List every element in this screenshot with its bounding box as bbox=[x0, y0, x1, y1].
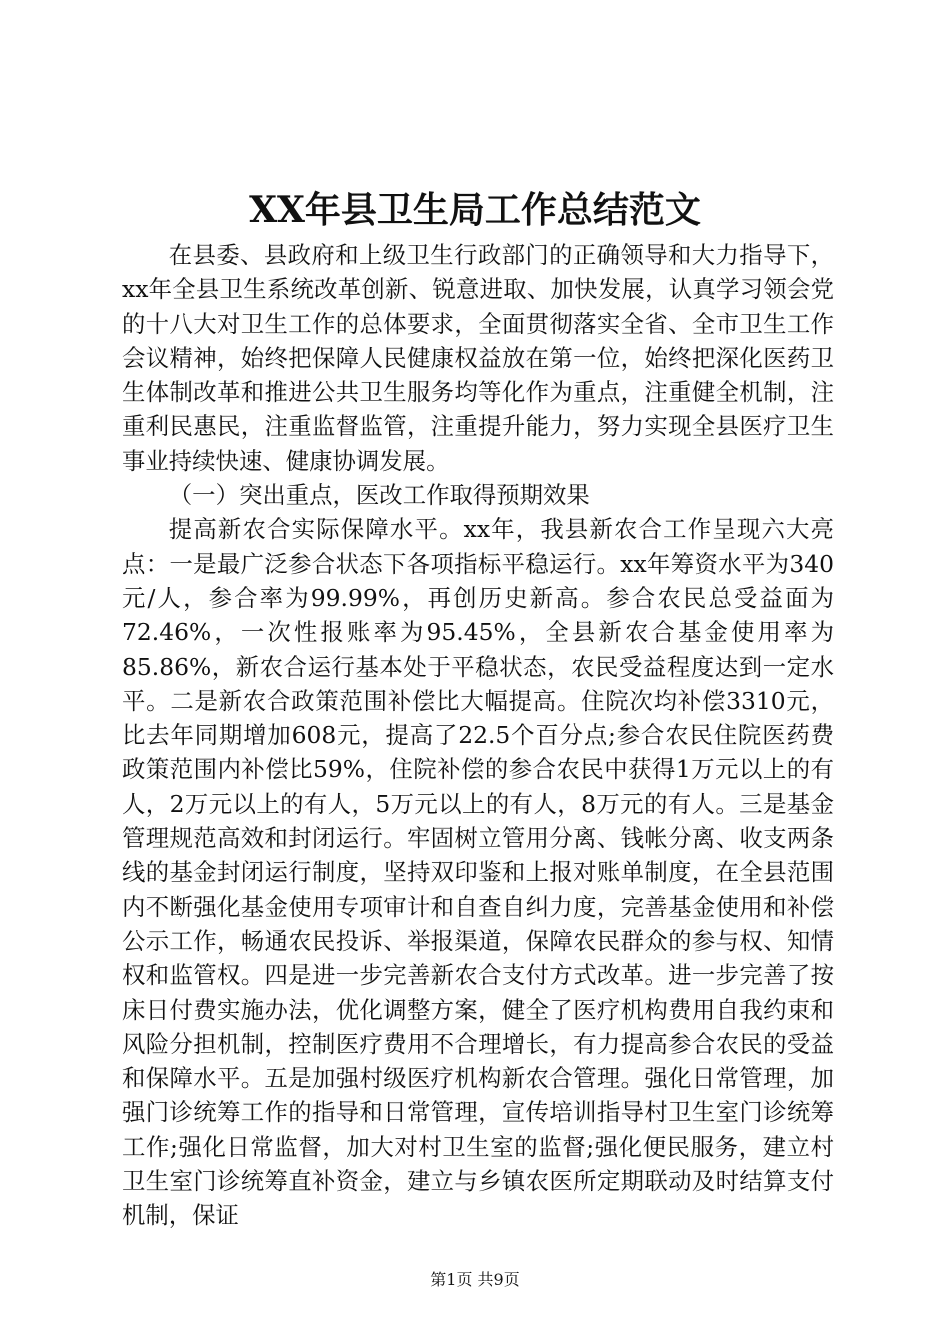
intro-paragraph: 在县委、县政府和上级卫生行政部门的正确领导和大力指导下，xx年全县卫生系统改革创新、锐意进取、加快发展，认真学习领会党的十八大对卫生工作的总体要求，全面贯彻落实全省、全市卫生工作会议精神，始终把保障人民健康权益放在第一位，始终把深化医药卫生体制改革和推进公共卫生服务均等化作为重点，注重健全机制，注重利民惠民，注重监督监管，注重提升能力，努力实现全县医疗卫生事业持续快速、健康协调发展。 bbox=[122, 241, 834, 475]
body-paragraph: 提高新农合实际保障水平。xx年，我县新农合工作呈现六大亮点：一是最广泛参合状态下各项指标平稳运行。xx年筹资水平为340元/人，参合率为99.99%，再创历史新高。参合农民总受益面为72.46%，一次性报账率为95.45%，全县新农合基金使用率为85.86%，新农合运行基本处于平稳状态，农民受益程度达到一定水平。二是新农合政策范围补偿比大幅提高。住院次均补偿3310元，比去年同期增加608元，提高了22.5个百分点;参合农民住院医药费政策范围内补偿比59%，住院补偿的参合农民中获得1万元以上的有人，2万元以上的有人，5万元以上的有人，8万元的有人。三是基金管理规范高效和封闭运行。牢固树立管用分离、钱帐分离、收支两条线的基金封闭运行制度，坚持双印鉴和上报对账单制度，在全县范围内不断强化基金使用专项审计和自查自纠力度，完善基金使用和补偿公示工作，畅通农民投诉、举报渠道，保障农民群众的参与权、知情权和监管权。四是进一步完善新农合支付方式改革。进一步完善了按床日付费实施办法，优化调整方案，健全了医疗机构费用自我约束和风险分担机制，控制医疗费用不合理增长，有力提高参合农民的受益和保障水平。五是加强村级医疗机构新农合管理。强化日常管理，加强门诊统筹工作的指导和日常管理，宣传培训指导村卫生室门诊统筹工作;强化日常监督，加大对村卫生室的监督;强化便民服务，建立村卫生室门诊统筹直补资金，建立与乡镇农医所定期联动及时结算支付机制，保证 bbox=[122, 515, 834, 1230]
document-body bbox=[122, 238, 834, 1233]
section-heading: （一）突出重点，医改工作取得预期效果 bbox=[168, 481, 590, 510]
page-footer: 第1页 共9页 bbox=[430, 1270, 520, 1289]
page-title: XX年县卫生局工作总结范文 bbox=[249, 189, 701, 231]
